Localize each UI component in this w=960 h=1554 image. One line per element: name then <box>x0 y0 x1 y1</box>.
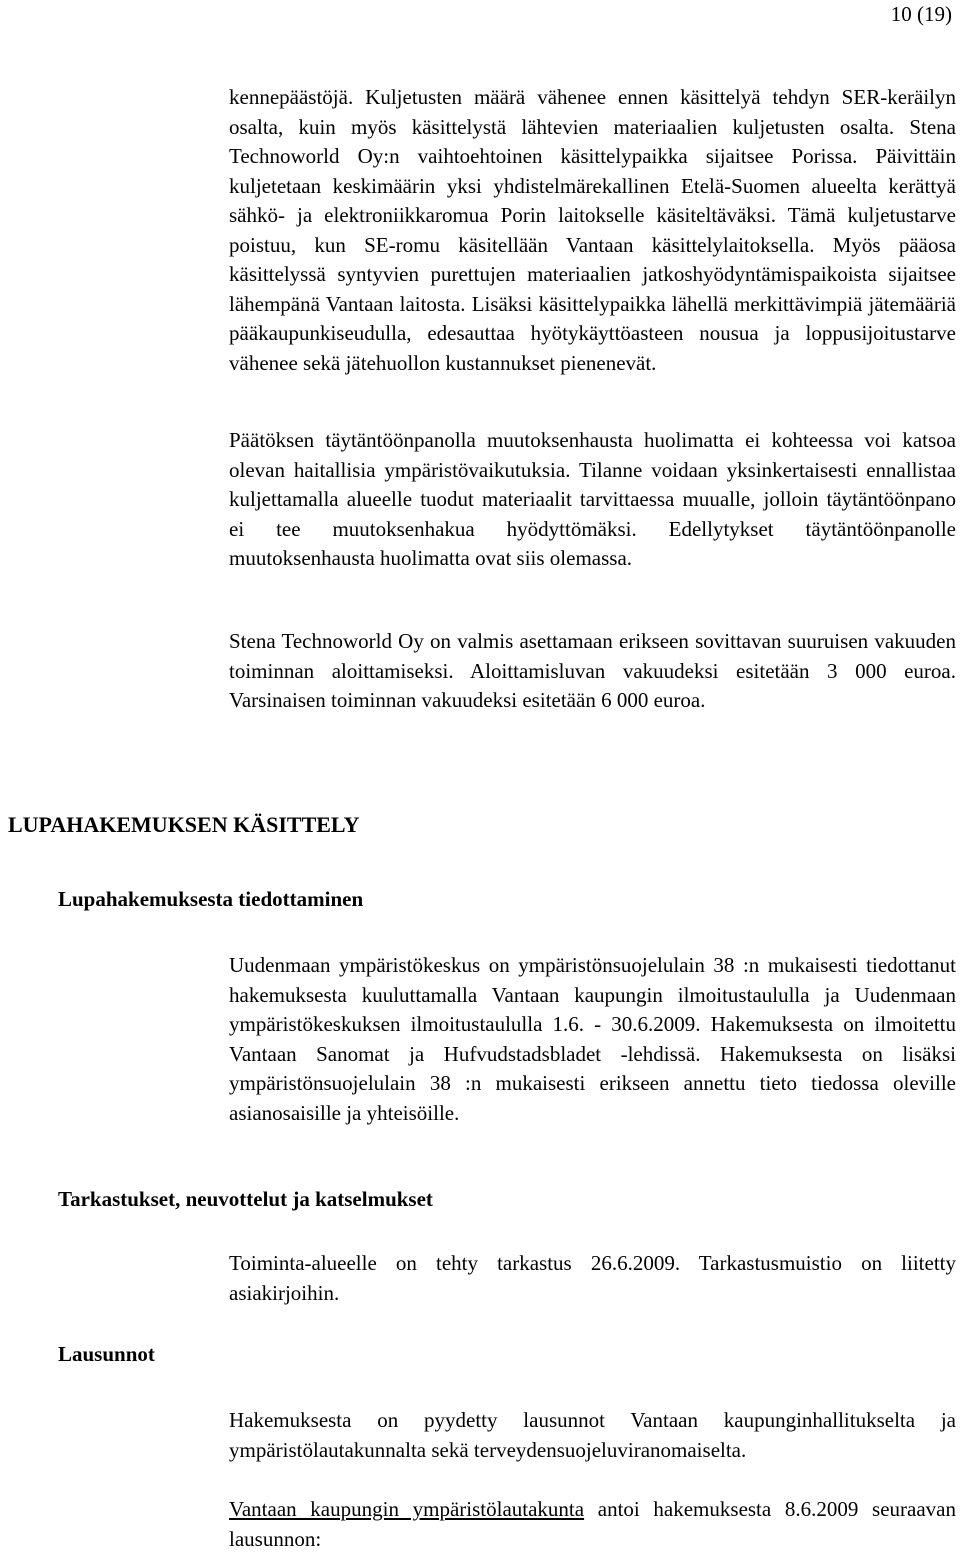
board-statement-text: antoi hakemuksesta 8.6.2009 seuraavan lausunnon: <box>229 1497 956 1551</box>
paragraph-statements: Hakemuksesta on pyydetty lausunnot Vantaan kaupunginhallitukselta ja ympäristölautakunnalta sekä terveydensuojeluviranomaiselta. <box>229 1408 956 1462</box>
paragraph-security-deposit: Stena Technoworld Oy on valmis asettamaan erikseen sovittavan suuruisen vakuuden toiminnan aloittamiseksi. Aloittamisluvan vakuudeksi esitetään 3 000 euroa. Varsinaisen toiminnan vakuudeksi esitetään 6 000 euroa. <box>229 629 956 712</box>
paragraph-inspections: Toiminta-alueelle on tehty tarkastus 26.6.2009. Tarkastusmuistio on liitetty asiakirjoihin. <box>229 1251 956 1305</box>
section-heading: LUPAHAKEMUKSEN KÄSITTELY <box>8 812 360 837</box>
paragraph-board-statement <box>229 1495 956 1554</box>
subheading-notification: Lupahakemuksesta tiedottaminen <box>58 887 364 911</box>
page-number: 10 (19) <box>890 2 952 26</box>
subheading-statements: Lausunnot <box>58 1342 155 1366</box>
paragraph-enforcement: Päätöksen täytäntöönpanolla muutoksenhausta huolimatta ei kohteessa voi katsoa olevan haitallisia ympäristövaikutuksia. Tilanne voidaan yksinkertaisesti ennallistaa kuljettamalla alueelle tuodut materiaalit tarvittaessa muualle, jolloin täytäntöönpano ei tee muutoksenhakua hyödyttömäksi. Edellytykset täytäntöönpanolle muutoksenhausta huolimatta ovat siis olemassa. <box>229 428 956 570</box>
board-name-underlined: Vantaan kaupungin ympäristölautakunta <box>229 1497 585 1521</box>
paragraph-transport: kennepäästöjä. Kuljetusten määrä vähenee ennen käsittelyä tehdyn SER-keräilyn osalta, kuin myös käsittelystä lähtevien materiaalien kuljetusten osalta. Stena Technoworld Oy:n vaihtoehtoinen käsittelypaikka sijaitsee Porissa. Päivittäin kuljetetaan keskimäärin yksi yhdistelmärekallinen Etelä-Suomen alueelta kerättyä sähkö- ja elektroniikkaromua Porin laitokselle käsiteltäväksi. Tämä kuljetustarve poistuu, kun SE-romu käsitellään Vantaan käsittelylaitoksella. Myös pääosa käsittelyssä syntyvien purettujen materiaalien jatkoshyödyntämispaikoista sijaitsee lähempänä Vantaan laitosta. Lisäksi käsittelypaikka lähellä merkittävimpiä jätemääriä pääkaupunkiseudulla, edesauttaa hyötykäyttöasteen nousua ja loppusijoitustarve vähenee sekä jätehuollon kustannukset pienenevät. <box>229 85 956 375</box>
paragraph-notification: Uudenmaan ympäristökeskus on ympäristönsuojelulain 38 :n mukaisesti tiedottanut hakemuksesta kuuluttamalla Vantaan kaupungin ilmoitustaululla ja Uudenmaan ympäristökeskuksen ilmoitustaululla 1.6. - 30.6.2009. Hakemuksesta on ilmoitettu Vantaan Sanomat ja Hufvudstadsbladet -lehdissä. Hakemuksesta on lisäksi ympäristönsuojelulain 38 :n mukaisesti erikseen annettu tieto tiedossa oleville asianosaisille ja yhteisöille. <box>229 953 956 1125</box>
subheading-inspections: Tarkastukset, neuvottelut ja katselmukset <box>58 1187 433 1211</box>
